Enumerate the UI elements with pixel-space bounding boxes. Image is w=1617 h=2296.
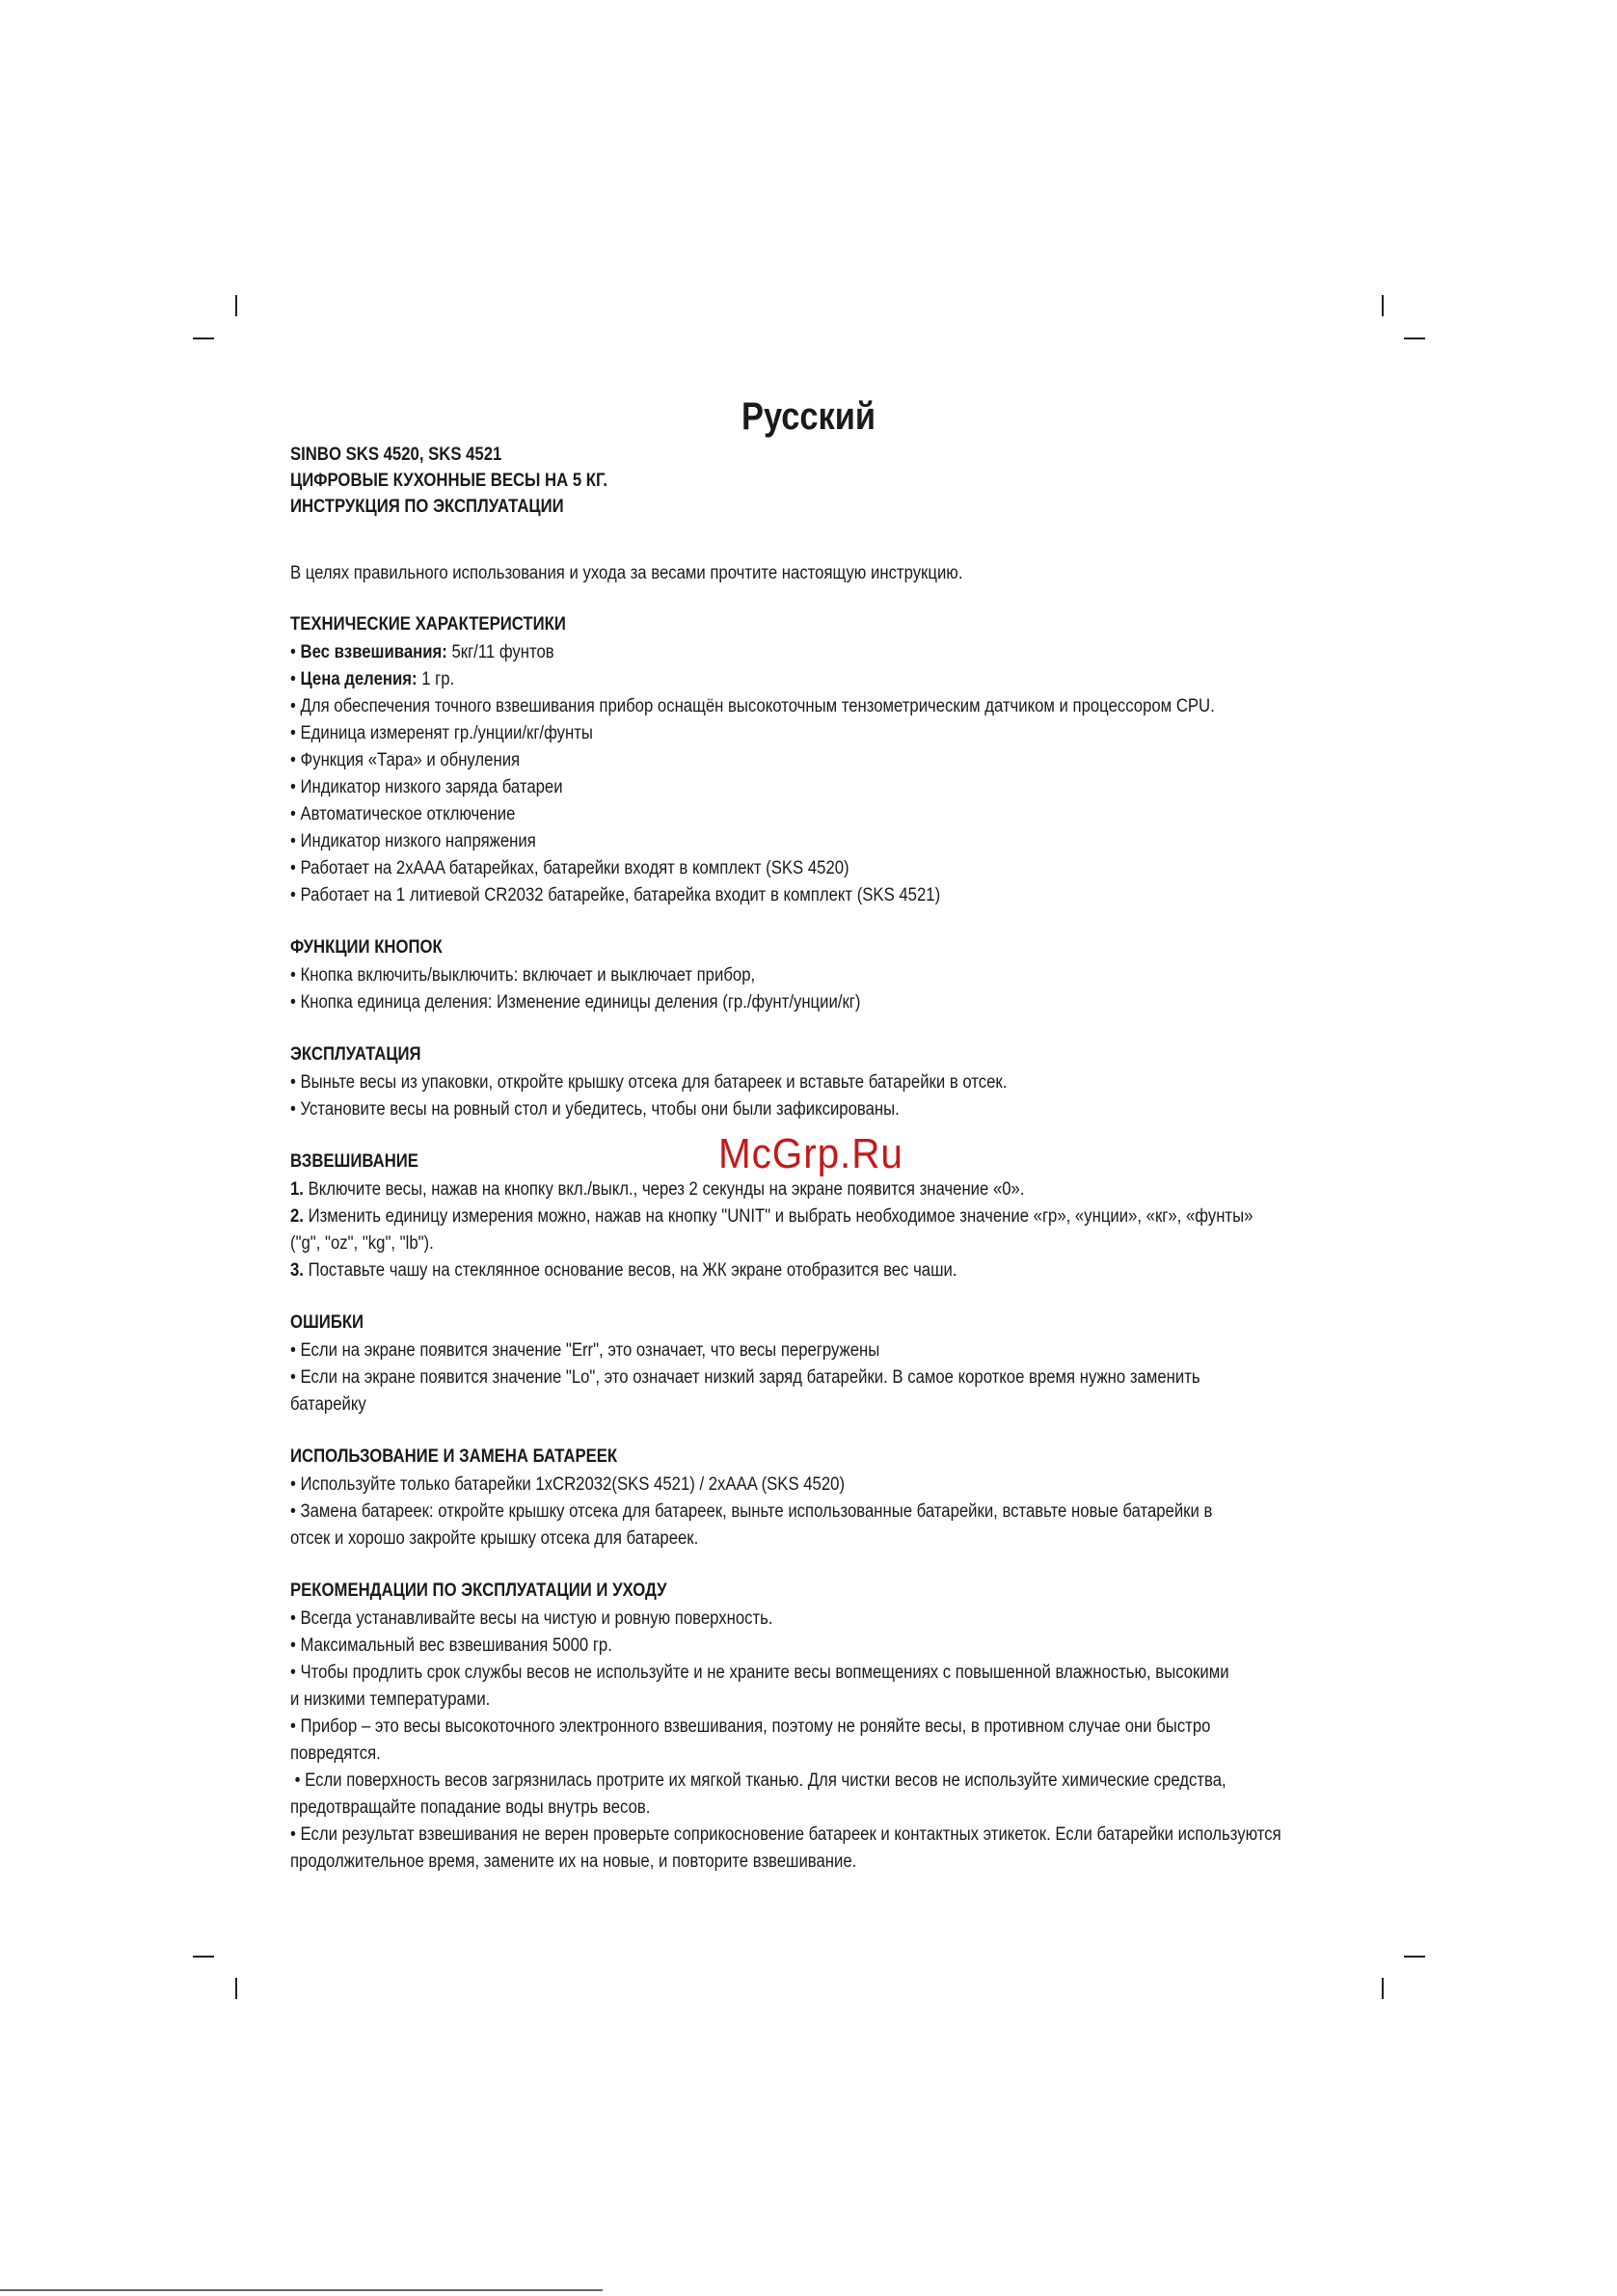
model-line: SINBO SKS 4520, SKS 4521 (290, 445, 502, 465)
list-item: • Прибор – это весы высокоточного электронного взвешивания, поэтому не роняйте весы, в противном случае они быстро (290, 1716, 1211, 1737)
footer-rule (0, 2289, 603, 2291)
list-item: • Единица измеренят гр./унции/кг/фунты (290, 723, 593, 743)
list-item: • Функция «Тара» и обнуления (290, 750, 521, 770)
care-section (290, 1578, 1331, 1876)
spec-capacity: • Вес взвешивания: 5кг/11 фунтов (290, 642, 554, 662)
crop-mark-top-right-vertical (1382, 295, 1384, 316)
document-header (290, 442, 1331, 520)
list-item-continued: и низкими температурами. (290, 1689, 491, 1710)
list-item-continued: повредятся. (290, 1743, 381, 1764)
list-item: • Кнопка включить/выключить: включает и выключает прибор, (290, 965, 756, 986)
list-item-continued: продолжительное время, замените их на новые, и повторите взвешивание. (290, 1851, 857, 1872)
watermark: McGrp.Ru (718, 1130, 903, 1177)
buttons-section (290, 934, 1331, 1016)
list-item: • Если на экране появится значение "Err", это означает, что весы перегружены (290, 1340, 880, 1361)
crop-mark-top-right-horizontal (1404, 338, 1425, 339)
errors-section (290, 1310, 1331, 1418)
step-2-continued: ("g", "oz", "kg", "lb"). (290, 1233, 434, 1254)
specs-heading: ТЕХНИЧЕСКИЕ ХАРАКТЕРИСТИКИ (290, 614, 566, 635)
page-title: Русский (741, 395, 876, 438)
operation-heading: ЭКСПЛУАТАЦИЯ (290, 1044, 421, 1065)
list-item: • Всегда устанавливайте весы на чистую и ровную поверхность. (290, 1608, 773, 1629)
list-item: • Замена батареек: откройте крышку отсека для батареек, выньте использованные батарейки, вставьте новые батарейки в (290, 1501, 1213, 1522)
list-item: • Используйте только батарейки 1xCR2032(SKS 4521) / 2xAAA (SKS 4520) (290, 1474, 846, 1495)
crop-mark-bottom-right-vertical (1382, 1978, 1384, 1999)
list-item: • Если поверхность весов загрязнилась протрите их мягкой тканью. Для чистки весов не используйте химические средства, (290, 1770, 1226, 1791)
care-heading: РЕКОМЕНДАЦИИ ПО ЭКСПЛУАТАЦИИ И УХОДУ (290, 1580, 667, 1601)
list-item-continued: батарейку (290, 1394, 366, 1415)
weighing-heading: ВЗВЕШИВАНИЕ (290, 1151, 418, 1172)
list-item: • Если результат взвешивания не верен проверьте соприкосновение батареек и контактных этикеток. Если батарейки используются (290, 1824, 1281, 1845)
battery-heading: ИСПОЛЬЗОВАНИЕ И ЗАМЕНА БАТАРЕЕК (290, 1446, 618, 1467)
crop-mark-top-left-horizontal (193, 338, 214, 339)
step-1: 1. Включите весы, нажав на кнопку вкл./выкл., через 2 секунды на экране появится значение «0». (290, 1179, 1025, 1200)
list-item: • Установите весы на ровный стол и убедитесь, чтобы они были зафиксированы. (290, 1099, 900, 1120)
step-2: 2. Изменить единицу измерения можно, нажав на кнопку "UNIT" и выбрать необходимое значение «гр», «унции», «кг», «фунты» (290, 1206, 1253, 1227)
weighing-section (290, 1148, 1331, 1284)
crop-mark-bottom-left-vertical (235, 1978, 237, 1999)
list-item: • Автоматическое отключение (290, 804, 516, 824)
errors-heading: ОШИБКИ (290, 1312, 364, 1333)
document-body (290, 442, 1331, 1876)
list-item: • Индикатор низкого заряда батареи (290, 777, 563, 797)
specs-section (290, 611, 1331, 909)
intro-text: В целях правильного использования и ухода за весами прочтите настоящую инструкцию. (290, 563, 963, 583)
list-item: • Работает на 2xAAA батарейках, батарейки входят в комплект (SKS 4520) (290, 858, 849, 878)
list-item: • Если на экране появится значение "Lo", это означает низкий заряд батарейки. В самое короткое время нужно заменить (290, 1367, 1200, 1388)
list-item-continued: предотвращайте попадание воды внутрь весов. (290, 1797, 651, 1818)
list-item-continued: отсек и хорошо закройте крышку отсека для батареек. (290, 1528, 699, 1549)
list-item: • Кнопка единица деления: Изменение единицы деления (гр./фунт/унции/кг) (290, 992, 861, 1013)
list-item: • Индикатор низкого напряжения (290, 831, 536, 851)
list-item: • Максимальный вес взвешивания 5000 гр. (290, 1635, 612, 1656)
product-line: ЦИФРОВЫЕ КУХОННЫЕ ВЕСЫ НА 5 КГ. (290, 471, 608, 491)
battery-section (290, 1444, 1331, 1553)
spec-division: • Цена деления: 1 гр. (290, 669, 455, 689)
doc-type-line: ИНСТРУКЦИЯ ПО ЭКСПЛУАТАЦИИ (290, 497, 564, 517)
crop-mark-top-left-vertical (235, 295, 237, 316)
buttons-heading: ФУНКЦИИ КНОПОК (290, 937, 443, 958)
list-item: • Чтобы продлить срок службы весов не используйте и не храните весы вопмещениях с повышенной влажностью, высокими (290, 1662, 1229, 1683)
step-3: 3. Поставьте чашу на стеклянное основание весов, на ЖК экране отобразится вес чаши. (290, 1260, 957, 1281)
list-item: • Для обеспечения точного взвешивания прибор оснащён высокоточным тензометрическим датчиком и процессором CPU. (290, 696, 1215, 716)
crop-mark-bottom-left-horizontal (193, 1956, 214, 1958)
list-item: • Выньте весы из упаковки, откройте крышку отсека для батареек и вставьте батарейки в отсек. (290, 1072, 1008, 1093)
list-item: • Работает на 1 литиевой CR2032 батарейке, батарейка входит в комплект (SKS 4521) (290, 885, 941, 905)
crop-mark-bottom-right-horizontal (1404, 1956, 1425, 1958)
operation-section (290, 1041, 1331, 1123)
